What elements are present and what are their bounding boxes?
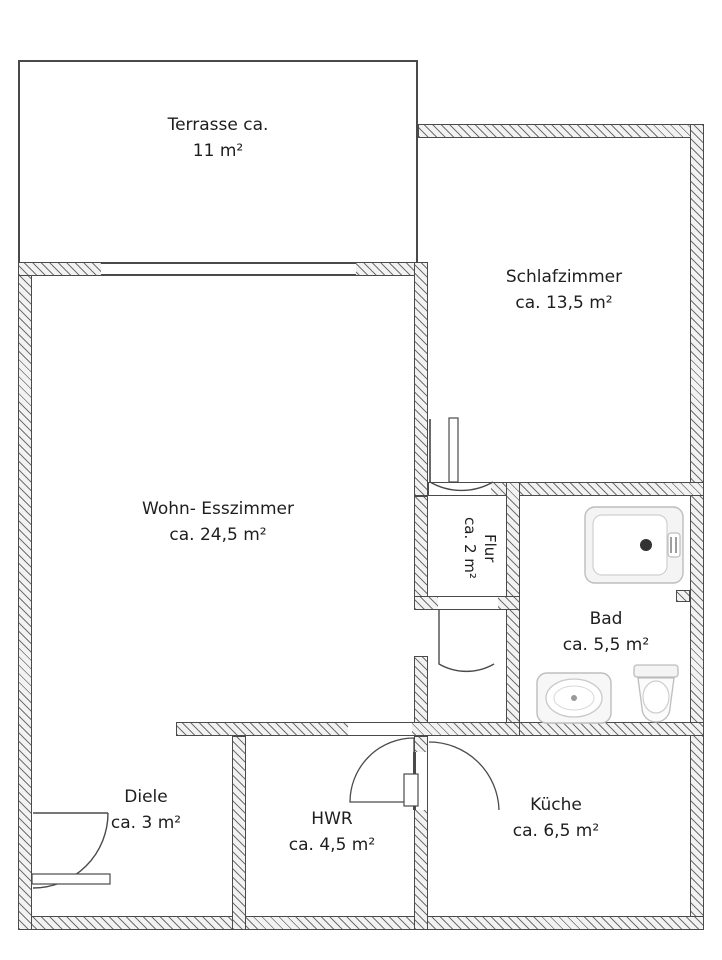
room-label-hwr bbox=[242, 806, 422, 858]
room-area: ca. 13,5 m² bbox=[515, 293, 613, 313]
interior-wall-bath-bottom bbox=[506, 722, 704, 736]
room-area: ca. 2 m² bbox=[461, 517, 479, 579]
room-name: Diele bbox=[124, 787, 168, 807]
room-area: ca. 6,5 m² bbox=[512, 821, 600, 841]
terrace-wall-right bbox=[416, 60, 418, 264]
terrace-door-sill-bottom bbox=[101, 274, 356, 276]
terrace-wall-top bbox=[18, 60, 418, 62]
room-area: ca. 5,5 m² bbox=[562, 635, 650, 655]
room-label-wohnzimmer bbox=[98, 496, 338, 548]
exterior-wall-right bbox=[690, 124, 704, 930]
room-name: Wohn- Esszimmer bbox=[142, 499, 294, 519]
room-name: Küche bbox=[530, 795, 582, 815]
room-area: ca. 3 m² bbox=[110, 813, 182, 833]
door-arc-flur bbox=[438, 608, 502, 672]
interior-wall-living-flur bbox=[414, 496, 428, 600]
door-arc-bedroom bbox=[429, 418, 501, 490]
sink-icon bbox=[536, 672, 612, 724]
room-label-terrasse bbox=[118, 112, 318, 164]
bathtub-icon bbox=[584, 506, 684, 584]
room-area: 11 m² bbox=[192, 141, 244, 161]
room-area: ca. 24,5 m² bbox=[169, 525, 267, 545]
room-name: Bad bbox=[589, 609, 623, 629]
room-name: Schlafzimmer bbox=[505, 267, 623, 287]
terrace-door-sill-top bbox=[101, 262, 356, 264]
interior-wall-living-bedroom bbox=[414, 262, 428, 496]
interior-wall-diele-hwr bbox=[232, 736, 246, 930]
room-area: ca. 4,5 m² bbox=[288, 835, 376, 855]
door-arc-entrance bbox=[32, 812, 112, 892]
room-name: Flur bbox=[481, 533, 499, 563]
hwr-top-opening bbox=[348, 723, 412, 735]
interior-wall-bath-upper-right bbox=[676, 590, 690, 602]
room-label-bad bbox=[516, 606, 696, 658]
room-label-flur bbox=[440, 500, 500, 596]
door-arc-hwr bbox=[348, 736, 418, 806]
room-label-schlafzimmer bbox=[454, 264, 674, 316]
exterior-wall-bottom bbox=[18, 916, 704, 930]
terrace-wall-left bbox=[18, 60, 20, 264]
room-name: Terrasse ca. bbox=[167, 115, 269, 135]
exterior-wall-left bbox=[18, 262, 32, 930]
door-arc-kitchen bbox=[428, 740, 508, 812]
room-name: HWR bbox=[311, 809, 353, 829]
exterior-wall-top-right bbox=[418, 124, 704, 138]
toilet-icon bbox=[628, 664, 684, 724]
